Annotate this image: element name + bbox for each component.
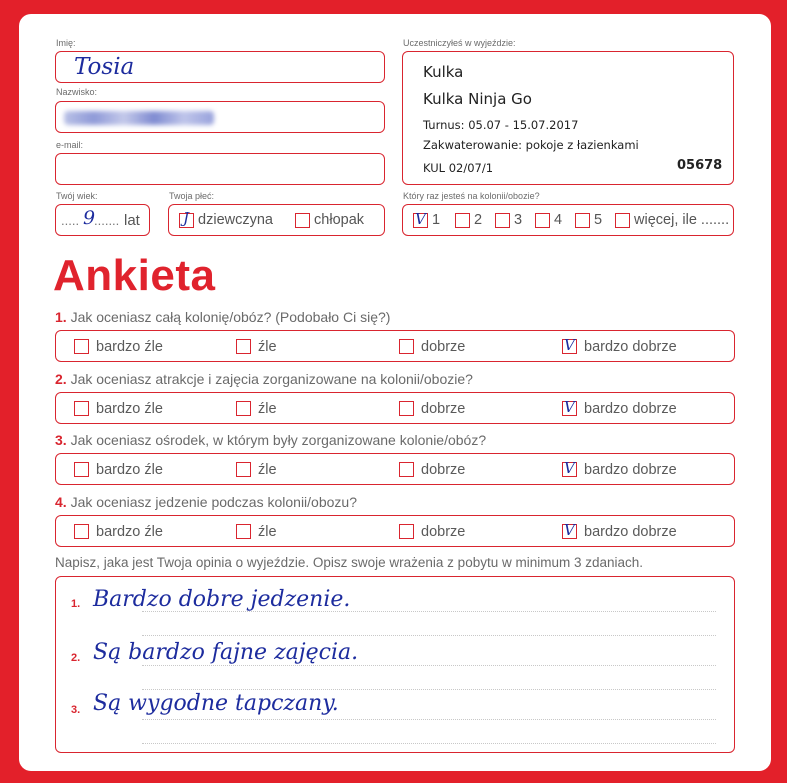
question-1-text: Jak oceniasz całą kolonię/obóz? (Podobało Ci się?) bbox=[70, 309, 391, 325]
camp-info-box bbox=[402, 51, 734, 185]
gender-girl-label: dziewczyna bbox=[198, 212, 273, 228]
q1-very-bad-checkbox[interactable] bbox=[74, 339, 89, 354]
age-dots-after: ....... bbox=[94, 213, 120, 228]
q3-bad-label: źle bbox=[258, 462, 277, 478]
q2-bad-checkbox[interactable] bbox=[236, 401, 251, 416]
question-4 bbox=[55, 494, 357, 510]
q1-bad-checkbox[interactable] bbox=[236, 339, 251, 354]
times-option-4[interactable] bbox=[535, 212, 562, 228]
age-field[interactable] bbox=[55, 204, 150, 236]
camp-label: Uczestniczyłeś w wyjeździe: bbox=[403, 38, 516, 48]
opinion-line bbox=[142, 635, 716, 636]
survey-title: Ankieta bbox=[53, 251, 216, 300]
times-option-2[interactable] bbox=[455, 212, 482, 228]
q1-good-label: dobrze bbox=[421, 339, 466, 355]
q2-opt-very-good[interactable] bbox=[562, 397, 677, 417]
times-option-3[interactable] bbox=[495, 212, 522, 228]
opinion-2-number: 2. bbox=[71, 652, 81, 664]
question-4-scale bbox=[55, 515, 735, 547]
q4-opt-bad[interactable] bbox=[236, 524, 277, 540]
q4-very-bad-checkbox[interactable] bbox=[74, 524, 89, 539]
camp-accommodation: Zakwaterowanie: pokoje z łazienkami bbox=[423, 138, 639, 152]
q3-very-good-mark: V bbox=[564, 458, 575, 477]
q4-opt-very-bad[interactable] bbox=[74, 524, 163, 540]
q2-opt-bad[interactable] bbox=[236, 401, 277, 417]
times-2-checkbox[interactable] bbox=[455, 213, 470, 228]
q1-very-bad-label: bardzo źle bbox=[96, 339, 163, 355]
gender-option-girl[interactable] bbox=[179, 208, 273, 228]
times-2-label: 2 bbox=[474, 212, 483, 228]
times-4-label: 4 bbox=[554, 212, 563, 228]
times-3-label: 3 bbox=[514, 212, 523, 228]
question-1-number: 1. bbox=[55, 309, 67, 325]
question-3-text: Jak oceniasz ośrodek, w którym były zorganizowane kolonie/obóz? bbox=[70, 432, 487, 448]
q1-opt-very-bad[interactable] bbox=[74, 339, 163, 355]
opinion-3-text: Są wygodne tapczany. bbox=[93, 691, 339, 716]
times-label: Który raz jesteś na kolonii/obozie? bbox=[403, 191, 540, 201]
age-label: Twój wiek: bbox=[56, 191, 98, 201]
first-name-field[interactable] bbox=[55, 51, 385, 83]
times-1-checkbox[interactable] bbox=[413, 209, 428, 228]
q2-opt-very-bad[interactable] bbox=[74, 401, 163, 417]
q1-opt-very-good[interactable] bbox=[562, 335, 677, 355]
first-name-label: Imię: bbox=[56, 38, 76, 48]
age-unit: lat bbox=[124, 212, 140, 229]
email-field[interactable] bbox=[55, 153, 385, 185]
q3-good-checkbox[interactable] bbox=[399, 462, 414, 477]
opinion-line bbox=[142, 689, 716, 690]
q4-very-bad-label: bardzo źle bbox=[96, 524, 163, 540]
q1-opt-good[interactable] bbox=[399, 339, 465, 355]
gender-girl-mark: J bbox=[183, 208, 190, 227]
question-2-text: Jak oceniasz atrakcje i zajęcia zorganizowane na kolonii/obozie? bbox=[70, 371, 473, 387]
q2-opt-good[interactable] bbox=[399, 401, 465, 417]
opinion-box[interactable] bbox=[55, 576, 735, 753]
question-4-text: Jak oceniasz jedzenie podczas kolonii/obozu? bbox=[70, 494, 357, 510]
first-name-value: Tosia bbox=[74, 54, 135, 80]
q2-bad-label: źle bbox=[258, 401, 277, 417]
q3-opt-bad[interactable] bbox=[236, 462, 277, 478]
question-3 bbox=[55, 432, 486, 448]
q1-very-good-checkbox[interactable] bbox=[562, 335, 577, 354]
gender-label: Twoja płeć: bbox=[169, 191, 215, 201]
q2-very-bad-label: bardzo źle bbox=[96, 401, 163, 417]
q3-very-good-label: bardzo dobrze bbox=[584, 462, 677, 478]
opinion-1-number: 1. bbox=[71, 598, 81, 610]
q3-opt-good[interactable] bbox=[399, 462, 465, 478]
age-value: 9 bbox=[83, 207, 96, 229]
opinion-prompt: Napisz, jaka jest Twoja opinia o wyjeździe. Opisz swoje wrażenia z pobytu w minimum 3 zdaniach. bbox=[55, 555, 644, 570]
question-2-number: 2. bbox=[55, 371, 67, 387]
opinion-line bbox=[142, 665, 716, 666]
question-1 bbox=[55, 309, 390, 325]
q4-opt-good[interactable] bbox=[399, 524, 465, 540]
q4-good-label: dobrze bbox=[421, 524, 466, 540]
opinion-1-text: Bardzo dobre jedzenie. bbox=[93, 587, 351, 612]
times-option-1[interactable] bbox=[413, 209, 441, 228]
q4-opt-very-good[interactable] bbox=[562, 520, 677, 540]
q3-very-bad-label: bardzo źle bbox=[96, 462, 163, 478]
q3-bad-checkbox[interactable] bbox=[236, 462, 251, 477]
q3-very-good-checkbox[interactable] bbox=[562, 458, 577, 477]
q1-very-good-label: bardzo dobrze bbox=[584, 339, 677, 355]
q4-very-good-checkbox[interactable] bbox=[562, 520, 577, 539]
q4-good-checkbox[interactable] bbox=[399, 524, 414, 539]
times-option-more[interactable] bbox=[615, 212, 729, 228]
times-1-label: 1 bbox=[432, 212, 441, 228]
times-more-label: więcej, ile ....... bbox=[634, 212, 730, 228]
camp-code: KUL 02/07/1 bbox=[423, 161, 494, 175]
camp-turnus: Turnus: 05.07 - 15.07.2017 bbox=[423, 118, 579, 132]
q3-opt-very-bad[interactable] bbox=[74, 462, 163, 478]
gender-option-boy[interactable] bbox=[295, 212, 364, 228]
q1-very-good-mark: V bbox=[564, 335, 575, 354]
times-more-checkbox[interactable] bbox=[615, 213, 630, 228]
gender-field bbox=[168, 204, 385, 236]
last-name-field[interactable] bbox=[55, 101, 385, 133]
times-1-mark: V bbox=[415, 209, 426, 228]
camp-program: Kulka Ninja Go bbox=[423, 90, 532, 108]
q1-opt-bad[interactable] bbox=[236, 339, 277, 355]
q2-very-bad-checkbox[interactable] bbox=[74, 401, 89, 416]
opinion-line bbox=[142, 743, 716, 744]
times-5-label: 5 bbox=[594, 212, 603, 228]
question-1-scale bbox=[55, 330, 735, 362]
q1-bad-label: źle bbox=[258, 339, 277, 355]
q4-bad-label: źle bbox=[258, 524, 277, 540]
question-4-number: 4. bbox=[55, 494, 67, 510]
question-3-scale bbox=[55, 453, 735, 485]
gender-boy-checkbox[interactable] bbox=[295, 213, 310, 228]
times-3-checkbox[interactable] bbox=[495, 213, 510, 228]
q2-good-label: dobrze bbox=[421, 401, 466, 417]
camp-name: Kulka bbox=[423, 63, 464, 81]
q2-very-good-label: bardzo dobrze bbox=[584, 401, 677, 417]
last-name-redacted bbox=[64, 111, 214, 125]
gender-girl-checkbox[interactable] bbox=[179, 208, 194, 228]
opinion-3-number: 3. bbox=[71, 704, 81, 716]
opinion-2-text: Są bardzo fajne zajęcia. bbox=[93, 640, 359, 665]
q3-opt-very-good[interactable] bbox=[562, 458, 677, 478]
times-option-5[interactable] bbox=[575, 212, 602, 228]
camp-number: 05678 bbox=[677, 158, 723, 173]
question-3-number: 3. bbox=[55, 432, 67, 448]
gender-boy-label: chłopak bbox=[314, 212, 365, 228]
last-name-label: Nazwisko: bbox=[56, 87, 98, 97]
opinion-line bbox=[142, 719, 716, 720]
times-5-checkbox[interactable] bbox=[575, 213, 590, 228]
q2-very-good-mark: V bbox=[564, 397, 575, 416]
q2-very-good-checkbox[interactable] bbox=[562, 397, 577, 416]
q3-very-bad-checkbox[interactable] bbox=[74, 462, 89, 477]
q1-good-checkbox[interactable] bbox=[399, 339, 414, 354]
q2-good-checkbox[interactable] bbox=[399, 401, 414, 416]
q4-very-good-label: bardzo dobrze bbox=[584, 524, 677, 540]
email-label: e-mail: bbox=[56, 140, 84, 150]
q4-very-good-mark: V bbox=[564, 520, 575, 539]
question-2 bbox=[55, 371, 473, 387]
times-4-checkbox[interactable] bbox=[535, 213, 550, 228]
q3-good-label: dobrze bbox=[421, 462, 466, 478]
q4-bad-checkbox[interactable] bbox=[236, 524, 251, 539]
age-dots-before: ..... bbox=[61, 213, 80, 228]
question-2-scale bbox=[55, 392, 735, 424]
times-field bbox=[402, 204, 734, 236]
